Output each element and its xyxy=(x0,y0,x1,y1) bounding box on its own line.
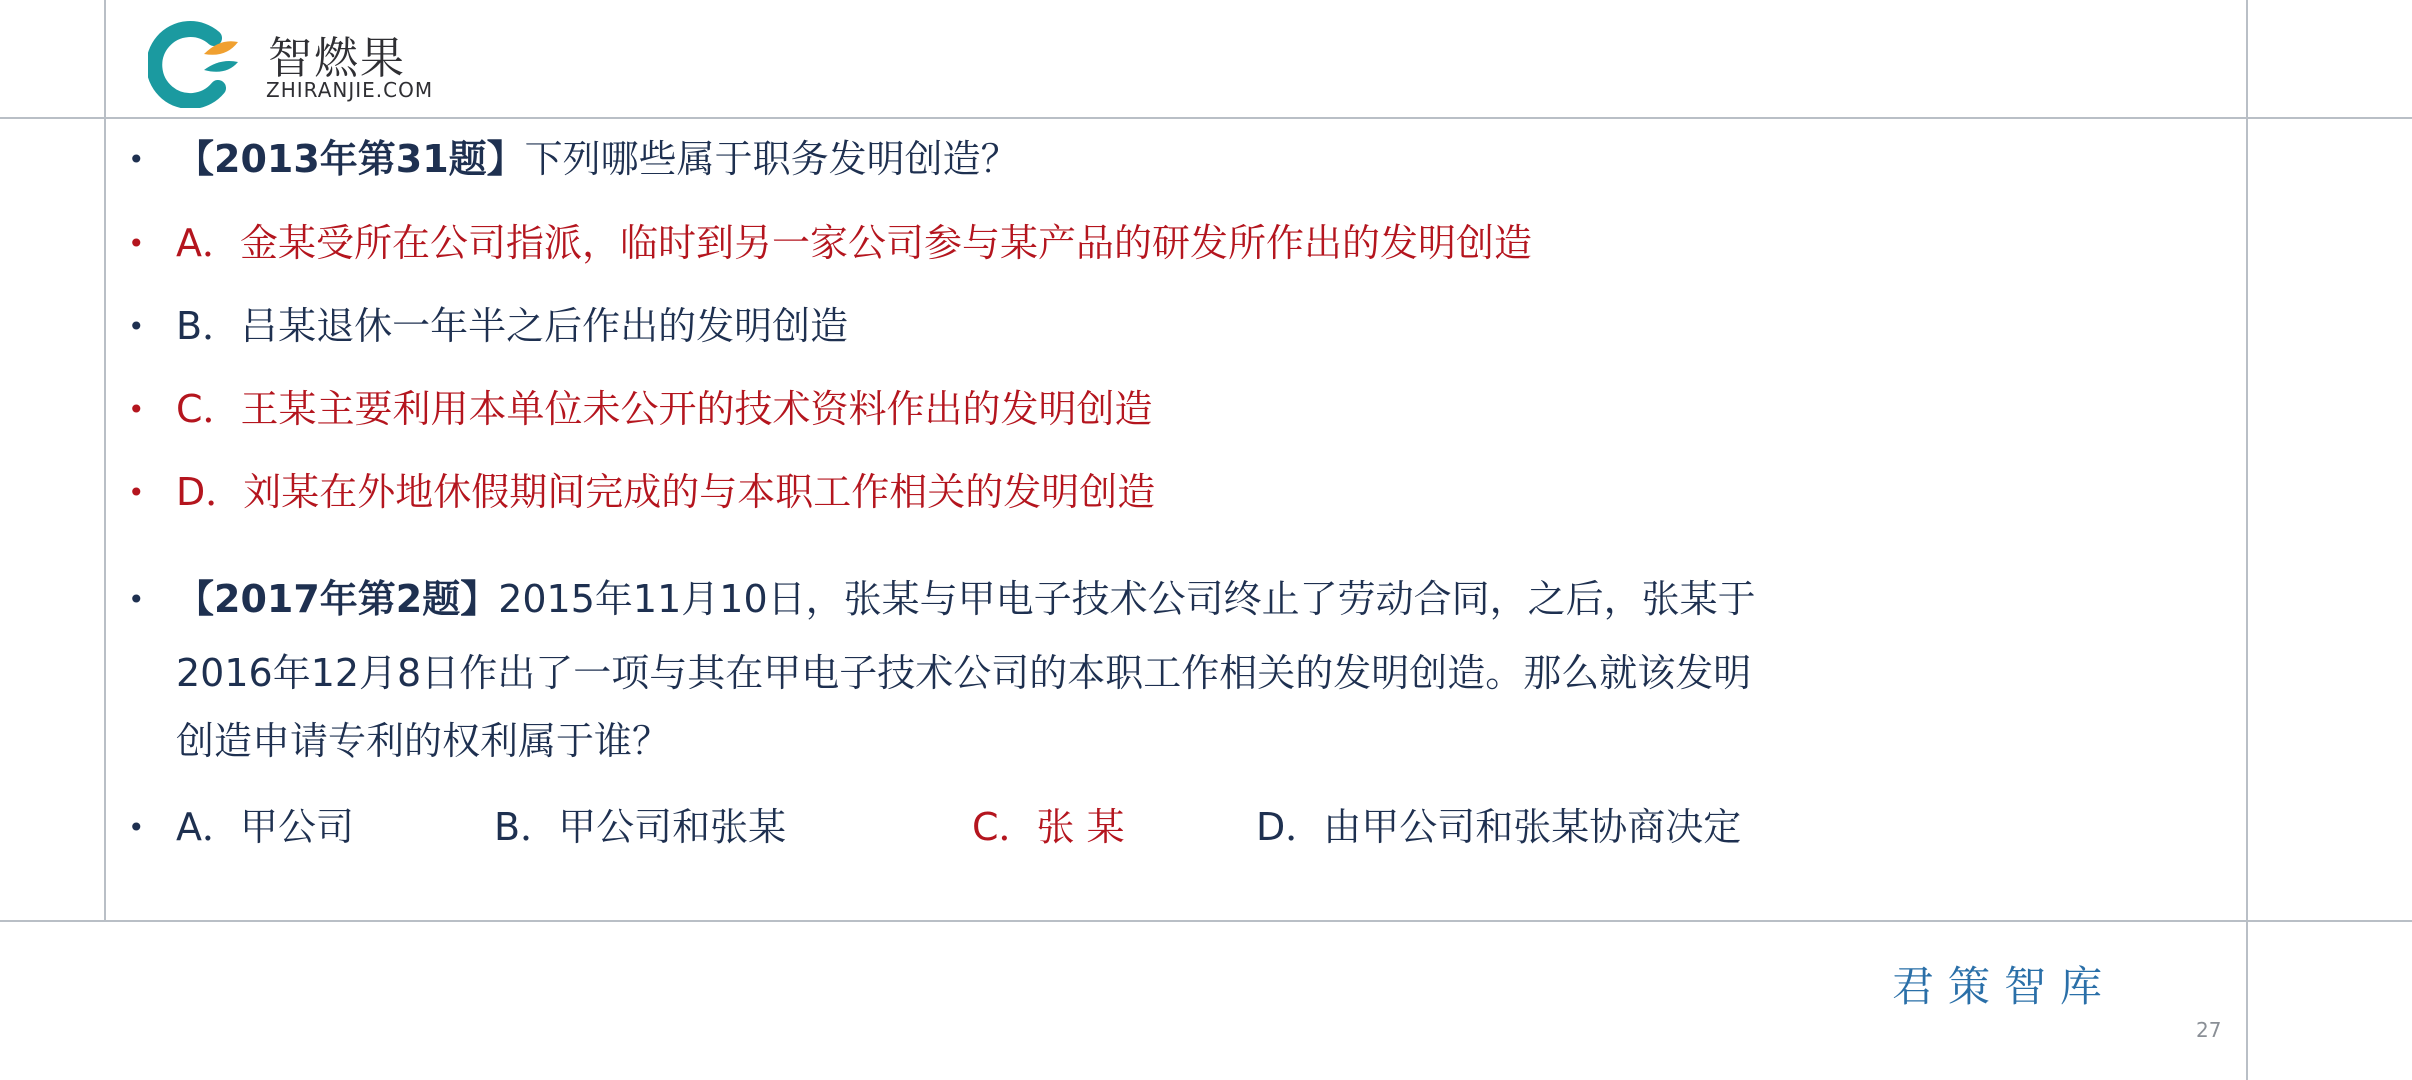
q2017-option-b: B．甲公司和张某 xyxy=(494,805,787,849)
bullet: • xyxy=(128,227,145,260)
q2013-stem-text: 下列哪些属于职务发明创造？ xyxy=(524,137,1019,181)
q2013-option-d xyxy=(128,469,1155,516)
q2017-stem xyxy=(128,576,1756,623)
bullet: • xyxy=(128,583,145,616)
q2017-tag: 【2017年第2题】 xyxy=(176,577,499,621)
q2017-stem-line3: 创造申请专利的权利属于谁？ xyxy=(176,719,671,763)
bullet: • xyxy=(128,811,145,844)
bullet: • xyxy=(128,476,145,509)
q2017-option-c: C．张 某 xyxy=(972,805,1125,849)
q2017-stem-line1: 2015年11月10日，张某与甲电子技术公司终止了劳动合同，之后，张某于 xyxy=(498,577,1756,621)
page-number: 27 xyxy=(2196,1018,2222,1042)
q2013-option-c xyxy=(128,386,1153,433)
footer-divider xyxy=(0,920,2412,922)
q2017-option-a: A．甲公司 xyxy=(176,805,354,849)
logo-name-en: ZHIRANJIE.COM xyxy=(266,78,434,102)
q2017-options xyxy=(128,804,1741,851)
right-border xyxy=(2246,0,2248,1080)
left-border xyxy=(104,0,106,922)
bullet: • xyxy=(128,393,145,426)
bullet: • xyxy=(128,310,145,343)
q2013-option-b xyxy=(128,303,848,350)
logo xyxy=(148,18,488,108)
q2013-option-a xyxy=(128,220,1532,267)
q2017-option-d: D．由甲公司和张某协商决定 xyxy=(1256,805,1742,849)
q2013-option-b-text: B．吕某退休一年半之后作出的发明创造 xyxy=(176,304,849,348)
q2013-option-d-text: D．刘某在外地休假期间完成的与本职工作相关的发明创造 xyxy=(176,470,1156,514)
header-divider xyxy=(0,117,2412,119)
footer-brand: 君策智库 xyxy=(1892,962,2117,1011)
bullet: • xyxy=(128,143,145,176)
q2013-option-a-text: A．金某受所在公司指派，临时到另一家公司参与某产品的研发所作出的发明创造 xyxy=(176,221,1532,265)
q2013-option-c-text: C．王某主要利用本单位未公开的技术资料作出的发明创造 xyxy=(176,387,1153,431)
q2013-tag: 【2013年第31题】 xyxy=(176,137,525,181)
q2017-stem-line2: 2016年12月8日作出了一项与其在甲电子技术公司的本职工作相关的发明创造。那么就该发明 xyxy=(176,651,1752,695)
q2013-stem xyxy=(128,136,1019,183)
logo-name-cn: 智燃果 xyxy=(268,33,406,84)
logo-mark-icon xyxy=(148,18,248,108)
